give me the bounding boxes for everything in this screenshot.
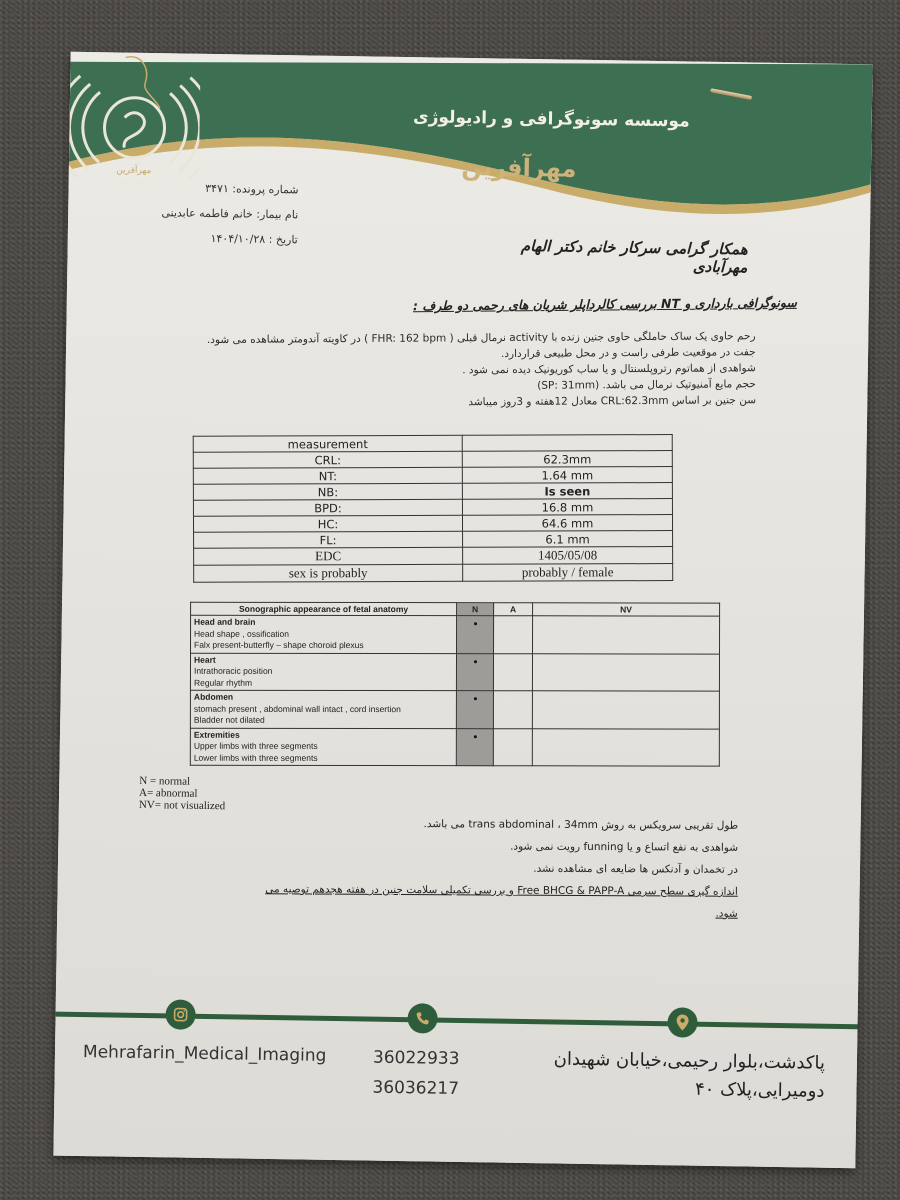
section-name: Extremities (193, 729, 240, 740)
measurement-value: Is seen (462, 483, 672, 500)
address (534, 1045, 825, 1106)
section-name: Head and brain (194, 616, 256, 627)
location-pin-icon (667, 1007, 697, 1037)
report-date: تاریخ : ۱۴۰۴/۱۰/۲۸ (210, 231, 298, 247)
patient-info (138, 181, 299, 259)
patient-name: نام بیمار: خانم فاطمه عابدینی (161, 206, 299, 222)
table-row (193, 467, 672, 485)
table-row (193, 451, 672, 469)
fetal-anatomy-table (190, 602, 720, 767)
legend-item: N = normal (139, 774, 191, 788)
not-visualized-column-header: NV (533, 603, 720, 616)
finding-line: شواهدی از هماتوم رتروپلسنتال و یا ساب کوریونیک دیده نمی شود . (462, 362, 756, 377)
sonography-report-page (53, 52, 872, 1168)
measurement-value: probably / female (463, 564, 673, 582)
phone-numbers (372, 1043, 459, 1104)
measurement-label: CRL: (193, 451, 462, 468)
report-title: سونوگرافی بارداری و NT بررسی کالرداپلر شریان های رحمی دو طرف : (412, 294, 797, 314)
address-line: دومیرایی،پلاک ۴۰ (694, 1078, 825, 1102)
phone-number: 36036217 (372, 1077, 460, 1099)
table-row (194, 564, 673, 583)
table-row (194, 547, 673, 566)
findings (195, 328, 756, 412)
file-number: شماره پرونده: ۳۴۷۱ (205, 181, 299, 197)
note-line: طول تقریبی سرویکس به روش trans abdominal ، 34mm می باشد. (423, 818, 739, 832)
section-detail: stomach present , abdominal wall intact , cord insertion (193, 703, 401, 714)
normal-mark (456, 653, 493, 691)
note-line: شواهدی به نفع اتساع و یا funning رویت نمی شود. (510, 840, 739, 854)
legend (139, 775, 226, 812)
measurement-value: 1.64 mm (462, 467, 672, 484)
table-row (191, 615, 720, 653)
table-row (193, 499, 672, 517)
abnormal-column-header: A (494, 603, 533, 616)
measurement-label: HC: (193, 515, 462, 532)
section-detail: Lower limbs with three segments (193, 752, 318, 763)
phone-number: 36022933 (372, 1047, 460, 1069)
additional-notes (248, 812, 739, 925)
anatomy-header: Sonographic appearance of fetal anatomy (191, 602, 457, 615)
table-row (190, 653, 719, 691)
normal-mark (456, 691, 493, 729)
table-row (193, 435, 672, 453)
address-line: پاکدشت،بلوار رحیمی،خیابان شهیدان (553, 1048, 826, 1074)
institute-name: موسسه سونوگرافی و رادیولوژی (412, 107, 690, 132)
section-detail: Upper limbs with three segments (193, 740, 318, 751)
measurement-label: FL: (194, 531, 463, 548)
note-line: در تخمدان و آدنکس ها ضایعه ای مشاهده نشد. (533, 862, 738, 876)
measurement-value: 6.1 mm (463, 531, 673, 548)
measurement-label: NT: (193, 467, 462, 484)
section-detail: Intrathoracic position (193, 665, 273, 676)
mehrafarin-logo-icon (69, 52, 201, 194)
section-name: Abdomen (193, 691, 234, 702)
instagram-handle: Mehrafarin_Medical_Imaging (82, 1042, 327, 1066)
dot-icon (473, 660, 476, 663)
measurement-label: sex is probably (194, 564, 463, 582)
legend-item: NV= not visualized (138, 798, 226, 813)
table-row (190, 690, 719, 728)
measurement-header: measurement (193, 435, 462, 452)
phone-icon (407, 1003, 437, 1033)
svg-text:مهرآفرین: مهرآفرین (116, 165, 152, 177)
measurement-label: BPD: (193, 499, 462, 516)
dot-icon (473, 735, 476, 738)
finding-line: سن جنین بر اساس CRL:62.3mm معادل 12هفته و 3روز میباشد (468, 394, 757, 409)
dot-icon (473, 697, 476, 700)
instagram-icon (165, 999, 195, 1029)
measurement-value: 16.8 mm (462, 499, 672, 516)
normal-mark (456, 728, 493, 766)
section-name: Heart (193, 654, 216, 665)
measurement-table (193, 434, 674, 583)
recommendation-note: اندازه گیری سطح سرمی Free BHCG & PAPP-A و بررسی تکمیلی سلامت جنین در هفته هجدهم توصیه می شود. (265, 883, 738, 920)
section-detail: Regular rhythm (193, 677, 253, 688)
measurement-value: 1405/05/08 (463, 547, 673, 565)
referring-doctor: همکار گرامی سرکار خانم دکتر الهام مهرآبادی (520, 236, 748, 277)
section-detail: Falx present-butterfly – shape choroid plexus (194, 639, 364, 651)
table-row (193, 515, 672, 533)
table-row (190, 728, 719, 766)
measurement-label: NB: (193, 483, 462, 500)
table-header-row (191, 602, 720, 616)
normal-mark (457, 616, 494, 654)
measurement-value: 64.6 mm (462, 515, 672, 532)
finding-line: جفت در موقعیت طرفی راست و در محل طبیعی قراردارد. (500, 346, 756, 360)
finding-line: حجم مایع آمنیوتیک نرمال می باشد. (SP: 31mm) (537, 378, 756, 392)
legend-item: A= abnormal (138, 786, 198, 800)
section-detail: Bladder not dilated (193, 714, 265, 725)
table-row (193, 483, 672, 501)
table-row (194, 531, 673, 549)
measurement-label: EDC (194, 547, 463, 565)
normal-column-header: N (457, 603, 494, 616)
svg-text:Mehr Afarin: Mehr Afarin (116, 179, 152, 188)
measurement-value: 62.3mm (462, 451, 672, 468)
dot-icon (474, 622, 477, 625)
finding-line: رحم حاوی یک ساک حاملگی حاوی جنین زنده با activity نرمال قبلی ( FHR: 162 bpm ) در کاویته آندومتر مشاهده می شود. (206, 330, 756, 347)
section-detail: Head shape , ossification (194, 628, 290, 639)
brand-name: مهرآفرین (461, 152, 577, 183)
